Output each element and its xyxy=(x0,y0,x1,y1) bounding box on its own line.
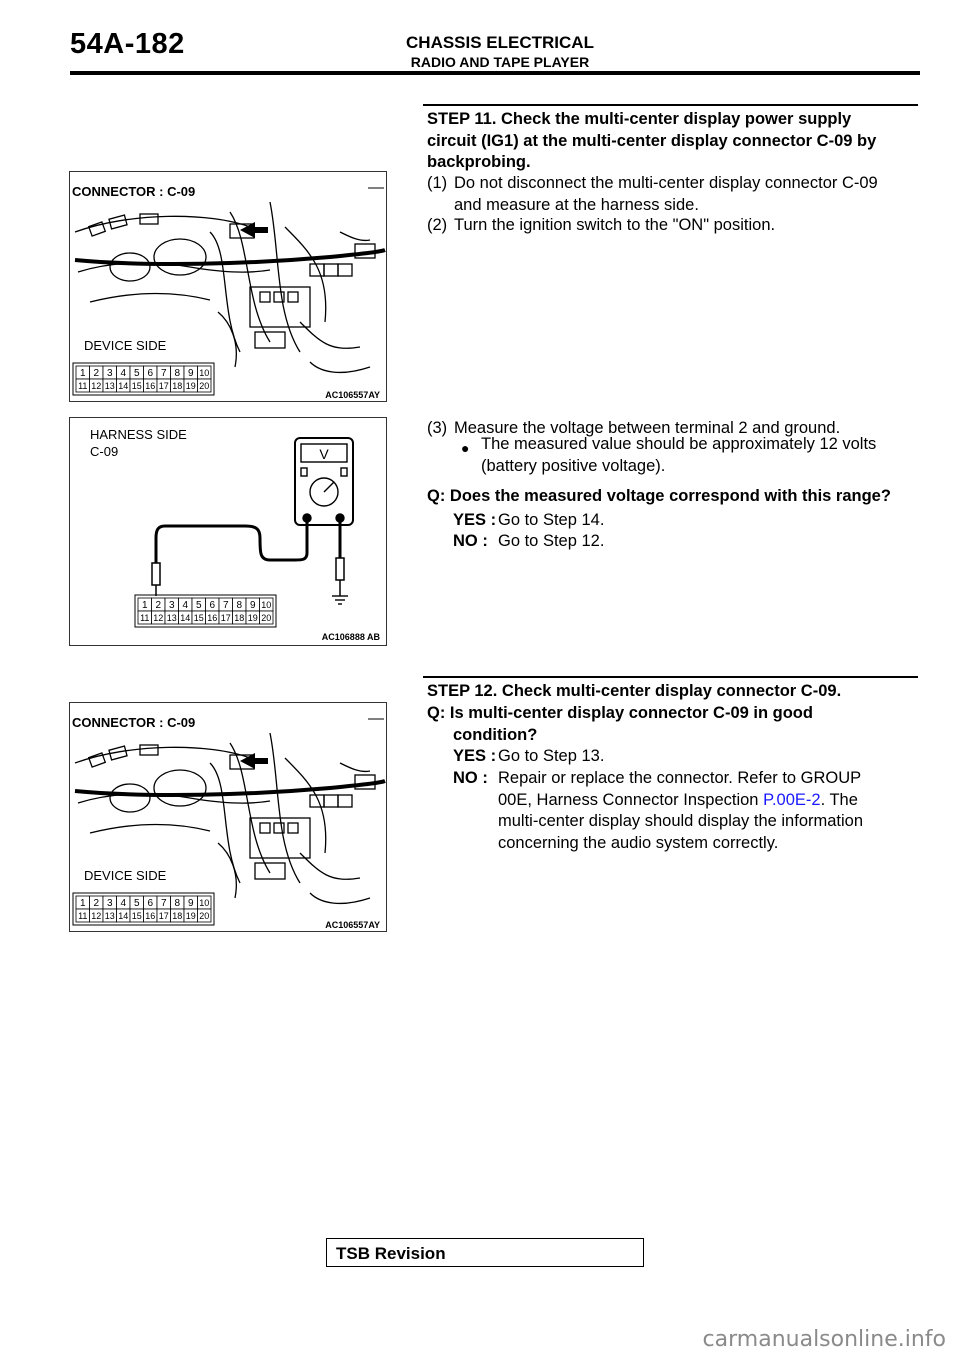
step12-rule xyxy=(423,676,918,678)
pin-number: 7 xyxy=(222,600,229,611)
pin-number: 5 xyxy=(133,368,140,379)
group-00e-link[interactable]: P.00E-2 xyxy=(763,790,821,809)
step12-no-line: multi-center display should display the information xyxy=(498,812,864,830)
step11-bullet-line: (battery positive voltage). xyxy=(481,456,666,475)
step12-yes-text: Go to Step 13. xyxy=(498,747,605,765)
watermark: carmanualsonline.info xyxy=(702,1327,946,1352)
step12-no-line xyxy=(498,790,918,812)
dashboard-harness-illustration xyxy=(70,172,386,401)
pin-number: 11 xyxy=(140,613,150,623)
figure-connector-location-2 xyxy=(69,702,387,932)
step11-item1-line: and measure at the harness side. xyxy=(454,195,699,214)
step11-yes-text: Go to Step 14. xyxy=(498,511,605,529)
pin-number: 2 xyxy=(93,898,100,909)
connector-pinout xyxy=(73,893,214,925)
pin-number: 4 xyxy=(120,898,127,909)
section-subtitle: RADIO AND TAPE PLAYER xyxy=(410,54,590,70)
pin-number: 4 xyxy=(120,368,127,379)
page-number: 54A-182 xyxy=(70,28,185,60)
step11-title-line: STEP 11. Check the multi-center display power supply xyxy=(427,110,852,128)
pin-number: 18 xyxy=(234,613,245,623)
pin-number: 12 xyxy=(153,613,164,623)
figure-code: AC106557AY xyxy=(325,390,380,400)
pin-number: 16 xyxy=(145,911,156,921)
bullet-icon: ● xyxy=(461,440,470,456)
pin-number: 18 xyxy=(172,381,183,391)
step11-title xyxy=(427,109,917,174)
step11-item1-text xyxy=(454,173,919,216)
pin-number: 10 xyxy=(261,600,272,610)
connector-label: C-09 xyxy=(90,444,119,459)
step12-question xyxy=(427,703,917,746)
step12-no-text xyxy=(498,768,918,854)
pin-number: 9 xyxy=(249,600,256,611)
meter-symbol: V xyxy=(319,446,329,462)
pin-number: 19 xyxy=(185,911,196,921)
pin-number: 19 xyxy=(247,613,258,623)
pin-number: 15 xyxy=(131,381,142,391)
pin-number: 1 xyxy=(79,898,86,909)
step11-item3-text: Measure the voltage between terminal 2 and ground. xyxy=(454,419,841,437)
connector-label: CONNECTOR : C-09 xyxy=(72,715,196,730)
step11-item1-num: (1) xyxy=(427,174,448,192)
pin-number: 13 xyxy=(104,381,115,391)
step12-question-line: condition? xyxy=(453,725,538,744)
step11-yes-label: YES : xyxy=(453,511,497,529)
pin-number: 3 xyxy=(168,600,175,611)
pin-number: 13 xyxy=(104,911,115,921)
pin-number: 11 xyxy=(78,381,88,391)
connector-label: CONNECTOR : C-09 xyxy=(72,184,196,199)
pin-number: 7 xyxy=(160,898,167,909)
pin-number: 9 xyxy=(187,898,194,909)
step11-item1-line: Do not disconnect the multi-center display connector C-09 xyxy=(454,174,878,192)
tsb-revision-box: TSB Revision xyxy=(326,1238,644,1267)
step11-question: Q: Does the measured voltage correspond with this range? xyxy=(427,487,891,505)
harness-side-label: HARNESS SIDE xyxy=(90,427,187,442)
pin-number: 19 xyxy=(185,381,196,391)
pin-number: 14 xyxy=(180,613,191,623)
pin-number: 12 xyxy=(91,381,102,391)
pin-number: 8 xyxy=(174,898,181,909)
pin-number: 3 xyxy=(106,898,113,909)
figure-connector-location-1 xyxy=(69,171,387,402)
figure-code: AC106888 AB xyxy=(321,632,380,642)
pin-number: 16 xyxy=(145,381,156,391)
pin-number: 4 xyxy=(182,600,189,611)
pin-number: 5 xyxy=(133,898,140,909)
side-label: DEVICE SIDE xyxy=(84,338,167,353)
pin-number: 6 xyxy=(209,600,216,611)
step11-rule xyxy=(423,104,918,106)
pin-number: 17 xyxy=(158,911,169,921)
section-title: CHASSIS ELECTRICAL xyxy=(406,33,594,52)
pin-number: 10 xyxy=(199,898,210,908)
pin-number: 12 xyxy=(91,911,102,921)
pin-number: 1 xyxy=(79,368,86,379)
side-label: DEVICE SIDE xyxy=(84,868,167,883)
pin-number: 8 xyxy=(174,368,181,379)
voltmeter-illustration xyxy=(70,418,386,645)
step11-title-line: backprobing. xyxy=(427,153,531,171)
pin-number: 20 xyxy=(261,613,272,623)
pin-number: 6 xyxy=(147,368,154,379)
figure-code: AC106557AY xyxy=(325,920,380,930)
step12-no-line: concerning the audio system correctly. xyxy=(498,833,779,852)
pin-number: 3 xyxy=(106,368,113,379)
pin-number: 10 xyxy=(199,368,210,378)
step11-bullet-line: The measured value should be approximately 12 volts xyxy=(481,435,877,453)
pin-number: 17 xyxy=(220,613,231,623)
step11-bullet-text xyxy=(481,434,921,477)
step11-item3-num: (3) xyxy=(427,419,448,437)
pin-number: 8 xyxy=(236,600,243,611)
step12-title: STEP 12. Check multi-center display connector C-09. xyxy=(427,682,842,700)
ground-icon xyxy=(332,596,348,604)
step12-no-line-part: 00E, Harness Connector Inspection xyxy=(498,790,764,809)
connector-pinout xyxy=(135,595,276,627)
dashboard-harness-illustration xyxy=(70,703,386,931)
step11-no-text: Go to Step 12. xyxy=(498,532,605,550)
connector-pinout xyxy=(73,363,214,395)
step11-item2-num: (2) xyxy=(427,216,448,234)
pin-number: 20 xyxy=(199,911,210,921)
pin-number: 15 xyxy=(193,613,204,623)
pin-number: 1 xyxy=(141,600,148,611)
pin-number: 11 xyxy=(78,911,88,921)
step11-no-label: NO : xyxy=(453,532,488,550)
pin-number: 14 xyxy=(118,911,129,921)
pin-number: 20 xyxy=(199,381,210,391)
pin-number: 15 xyxy=(131,911,142,921)
header-rule xyxy=(70,71,920,75)
pin-number: 7 xyxy=(160,368,167,379)
step11-item2-text: Turn the ignition switch to the "ON" position. xyxy=(454,216,776,234)
pin-number: 14 xyxy=(118,381,129,391)
pin-number: 13 xyxy=(166,613,177,623)
step12-yes-label: YES : xyxy=(453,747,497,765)
step12-question-line: Q: Is multi-center display connector C-09 in good xyxy=(427,704,813,722)
pin-number: 5 xyxy=(195,600,202,611)
pin-number: 16 xyxy=(207,613,218,623)
pin-number: 9 xyxy=(187,368,194,379)
pin-number: 18 xyxy=(172,911,183,921)
step12-no-label: NO : xyxy=(453,769,488,787)
figure-voltage-measurement xyxy=(69,417,387,646)
pin-number: 2 xyxy=(155,600,162,611)
pin-number: 17 xyxy=(158,381,169,391)
step12-no-line-part: . The xyxy=(820,790,858,809)
pin-number: 6 xyxy=(147,898,154,909)
step11-title-line: circuit (IG1) at the multi-center display connector C-09 by xyxy=(427,131,877,150)
step12-no-line: Repair or replace the connector. Refer to GROUP xyxy=(498,769,862,787)
pin-number: 2 xyxy=(93,368,100,379)
